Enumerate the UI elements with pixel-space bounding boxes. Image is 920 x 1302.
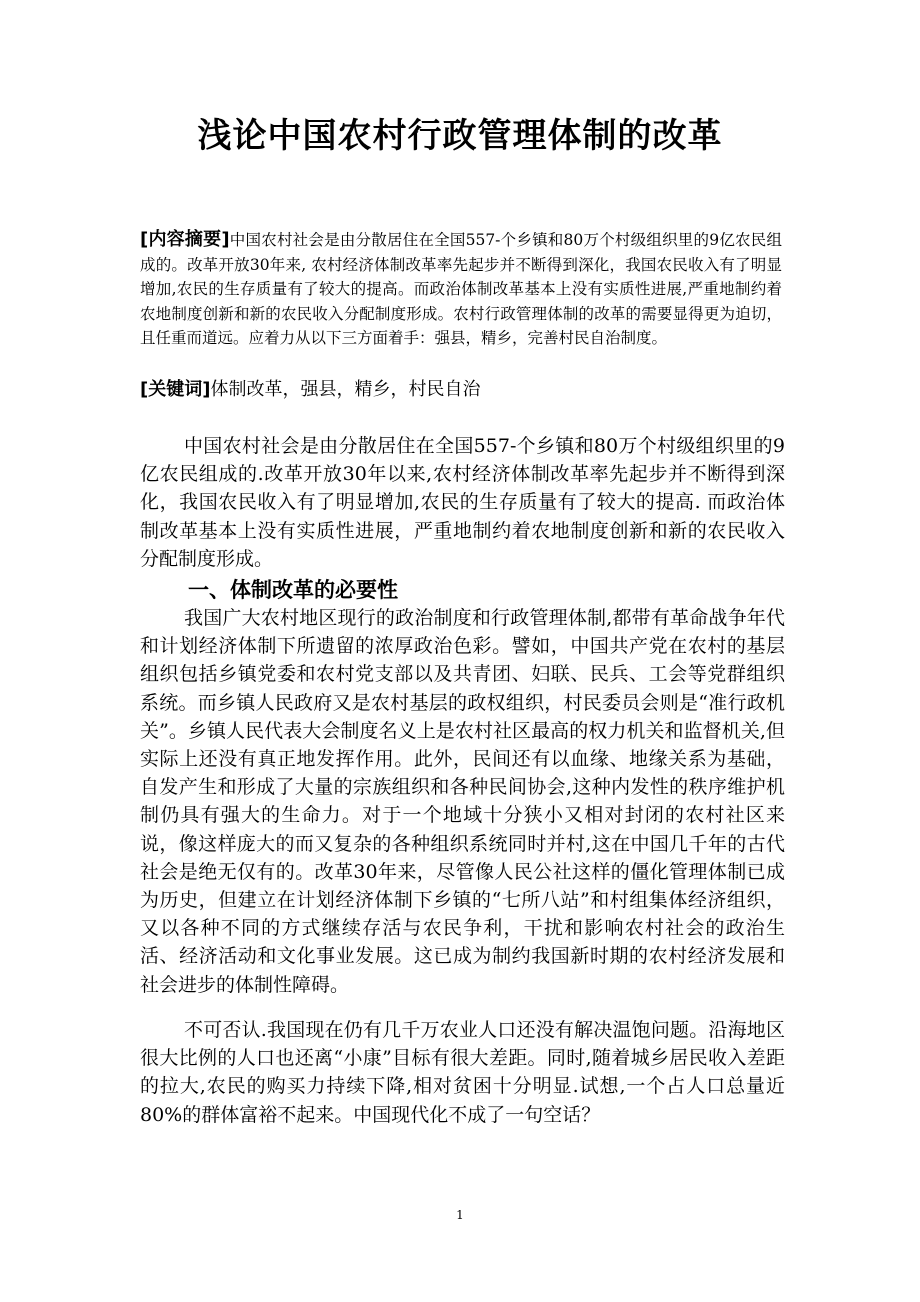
- page-number: 1: [456, 1208, 464, 1222]
- keywords-label: [关键词]: [140, 379, 211, 400]
- keywords-text: 体制改革，强县，精乡，村民自治: [210, 379, 481, 400]
- abstract-label: [内容摘要]: [140, 229, 230, 250]
- abstract-block: [140, 228, 782, 351]
- section-heading: 一、体制改革的必要性: [188, 578, 398, 602]
- abstract-text: 中国农村社会是由分散居住在全国557-个乡镇和80万个村级组织里的9亿农民组成的。改革开放30年来, 农村经济体制改革率先起步并不断得到深化，我国农民收入有了明显增加,农民的生存质量有了较大的提高。而政治体制改革基本上没有实质性进展,严重地制约着农地制度创新和新的农民收入分配制度形成。农村行政管理体制的改革的需要显得更为迫切，且任重而道远。应着力从以下三方面着手：强县，精乡，完善村民自治制度。: [140, 231, 782, 347]
- body-paragraph-3: 不可否认.我国现在仍有几千万农业人口还没有解决温饱问题。沿海地区很大比例的人口也还离“小康”目标有很大差距。同时,随着城乡居民收入差距的拉大,农民的购买力持续下降,相对贫困十分明显.试想,一个占人口总量近80%的群体富裕不起来。中国现代化不成了一句空话？: [140, 1019, 785, 1126]
- keywords-block: [140, 376, 800, 404]
- body-paragraph-2: 我国广大农村地区现行的政治制度和行政管理体制,都带有革命战争年代和计划经济体制下所遗留的浓厚政治色彩。譬如，中国共产党在农村的基层组织包括乡镇党委和农村党支部以及共青团、妇联、民兵、工会等党群组织系统。而乡镇人民政府又是农村基层的政权组织，村民委员会则是“准行政机关”。乡镇人民代表大会制度名义上是农村社区最高的权力机关和监督机关,但实际上还没有真正地发挥作用。此外，民间还有以血缘、地缘关系为基础，自发产生和形成了大量的宗族组织和各种民间协会,这种内发性的秩序维护机制仍具有强大的生命力。对于一个地域十分狭小又相对封闭的农村社区来说，像这样庞大的而又复杂的各种组织系统同时并村,这在中国几千年的古代社会是绝无仅有的。改革30年来，尽管像人民公社这样的僵化管理体制已成为历史，但建立在计划经济体制下乡镇的“七所八站”和村组集体经济组织，又以各种不同的方式继续存活与农民争利，干扰和影响农村社会的政治生活、经济活动和文化事业发展。这已成为制约我国新时期的农村经济发展和社会进步的体制性障碍。: [140, 607, 785, 996]
- body-paragraph-1: 中国农村社会是由分散居住在全国557-个乡镇和80万个村级组织里的9亿农民组成的.改革开放30年以来,农村经济体制改革率先起步并不断得到深化，我国农民收入有了明显增加,农民的生存质量有了较大的提高. 而政治体制改革基本上没有实质性进展，严重地制约着农地制度创新和新的农民收入分配制度形成。: [140, 435, 785, 570]
- document-title: 浅论中国农村行政管理体制的改革: [197, 116, 723, 156]
